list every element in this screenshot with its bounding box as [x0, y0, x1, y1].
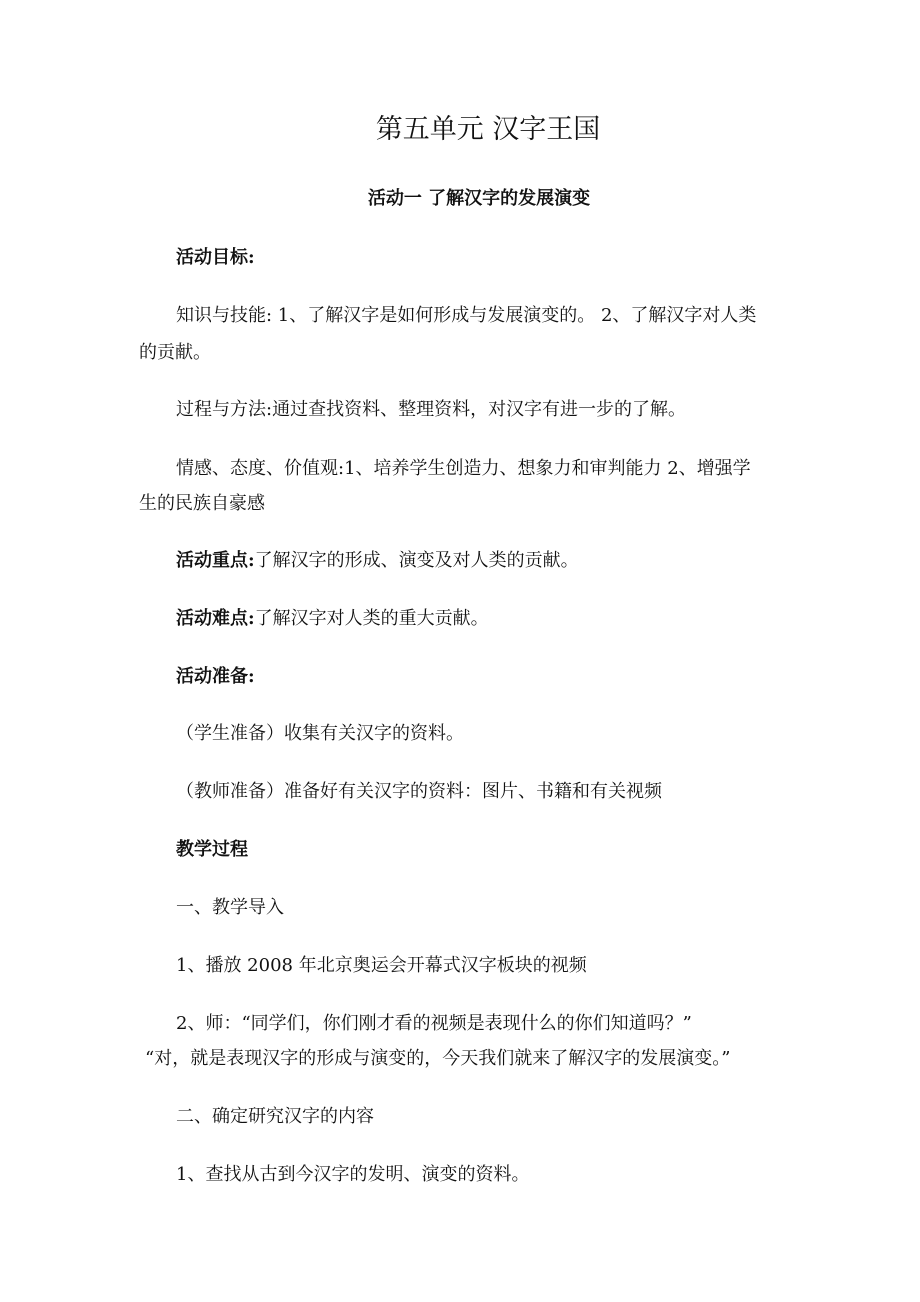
emotion-line-2: 生的民族自豪感 [139, 493, 265, 514]
item-3-line: 1、查找从古到今汉字的发明、演变的资料。 [176, 1164, 530, 1185]
teaching-process-heading: 教学过程 [176, 839, 248, 860]
student-prep-line: （学生准备）收集有关汉字的资料。 [176, 723, 464, 744]
focus-text: 了解汉字的形成、演变及对人类的贡献。 [254, 550, 579, 571]
prep-heading: 活动准备: [176, 666, 255, 687]
focus-label: 活动重点: [176, 550, 255, 571]
focus-line [176, 550, 579, 572]
difficulty-text: 了解汉字对人类的重大贡献。 [254, 608, 489, 629]
goals-heading: 活动目标: [176, 247, 255, 268]
section-1-heading: 一、教学导入 [176, 897, 284, 918]
item-2-line-1: 2、师：“同学们，你们刚才看的视频是表现什么的你们知道吗？” [176, 1013, 692, 1034]
item-1-line: 1、播放 2008 年北京奥运会开幕式汉字板块的视频 [176, 955, 587, 976]
section-2-heading: 二、确定研究汉字的内容 [176, 1106, 374, 1127]
page-title: 第五单元 汉字王国 [375, 114, 601, 145]
knowledge-line-2: 的贡献。 [139, 342, 211, 363]
teacher-prep-line: （教师准备）准备好有关汉字的资料：图片、书籍和有关视频 [176, 781, 662, 802]
knowledge-line-1: 知识与技能: 1、了解汉字是如何形成与发展演变的。 2、了解汉字对人类 [176, 305, 757, 326]
emotion-line-1: 情感、态度、价值观:1、培养学生创造力、想象力和审判能力 2、增强学 [176, 458, 751, 479]
process-method-line: 过程与方法:通过查找资料、整理资料，对汉字有进一步的了解。 [176, 399, 687, 420]
difficulty-label: 活动难点: [176, 608, 255, 629]
activity-subtitle: 活动一 了解汉字的发展演变 [367, 188, 591, 209]
item-2-line-2: “对，就是表现汉字的形成与演变的，今天我们就来了解汉字的发展演变。” [145, 1048, 731, 1069]
difficulty-line [176, 608, 489, 630]
